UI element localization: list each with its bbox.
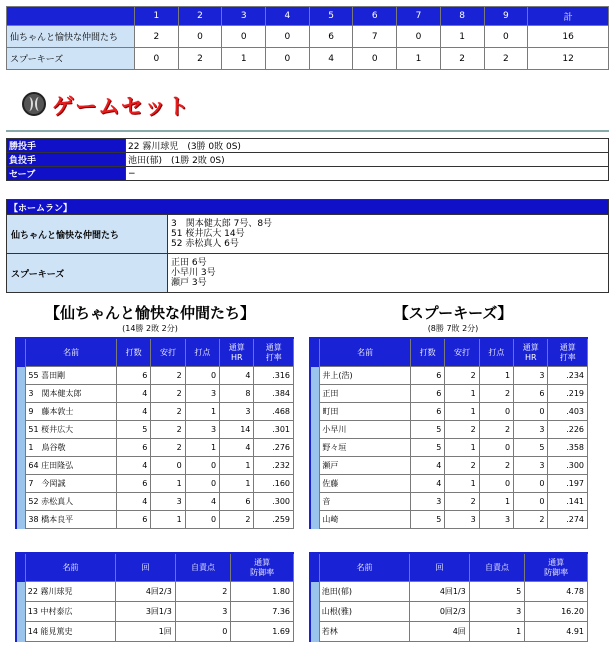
right-team-record: (8勝 7敗 2分) (427, 324, 479, 333)
gutter-cell (16, 602, 25, 622)
stat-cell: 7.36 (231, 602, 294, 622)
pitcher-name: 山根(雅) (319, 602, 410, 622)
column-header: 打数 (410, 338, 444, 367)
batter-row (310, 511, 588, 529)
stat-cell: 1 (220, 475, 254, 493)
stat-cell: 6 (116, 439, 150, 457)
score-cell: 0 (484, 26, 528, 48)
gutter-cell (310, 439, 320, 457)
stat-cell: 3 (175, 602, 230, 622)
stat-cell: 0回2/3 (410, 602, 470, 622)
batter-name: 佐藤 (320, 475, 411, 493)
batter-name: 音 (320, 493, 411, 511)
homerun-entry: 52 赤松真人 6号 (171, 239, 239, 249)
baseball-icon (22, 92, 46, 116)
batter-row (310, 493, 588, 511)
stat-cell: 4 (116, 457, 150, 475)
batter-row (310, 403, 588, 421)
homerun-header: 【ホームラン】 (7, 200, 609, 215)
batter-name: 野々垣 (320, 439, 411, 457)
stat-cell: 2 (151, 385, 185, 403)
stat-cell: 1 (445, 385, 479, 403)
stat-cell: 6 (514, 385, 548, 403)
scoreboard-corner (7, 7, 135, 26)
batter-name: 38 橋本良平 (26, 511, 117, 529)
stat-cell: 2 (220, 511, 254, 529)
batter-row (16, 439, 294, 457)
column-header: 通算 防御率 (231, 553, 294, 582)
score-cell: 2 (484, 48, 528, 70)
batter-name: 1 鳥谷敬 (26, 439, 117, 457)
bat-header-row (310, 338, 588, 367)
scoreboard (6, 6, 609, 70)
gutter-cell (310, 511, 320, 529)
gutter-cell (310, 338, 320, 367)
score-cell: 1 (397, 48, 441, 70)
stat-cell: 6 (220, 493, 254, 511)
pitcher-name: 池田(郁) (319, 582, 410, 602)
inning-8-header: 8 (440, 7, 484, 26)
stat-cell: .384 (254, 385, 294, 403)
stat-cell: 2 (151, 367, 185, 385)
lose-pitcher-value: 池田(郁) (1勝 2敗 0S) (126, 153, 609, 167)
result-pitchers-table (6, 138, 609, 181)
homerun-table (6, 199, 609, 293)
stat-cell: 5 (410, 421, 444, 439)
stat-cell: 4回1/3 (410, 582, 470, 602)
pitcher-name: 13 中村泰広 (25, 602, 115, 622)
homerun-entry: 3 関本健太郎 7号、8号 (171, 219, 273, 229)
batter-row (310, 385, 588, 403)
batter-name: 正田 (320, 385, 411, 403)
stat-cell: 14 (220, 421, 254, 439)
stat-cell: 16.20 (525, 602, 588, 622)
stat-cell: 2 (151, 403, 185, 421)
right-batting-table (309, 337, 588, 529)
gutter-cell (16, 511, 26, 529)
batter-name: 7 今岡誠 (26, 475, 117, 493)
total-cell: 16 (528, 26, 609, 48)
stat-cell: 1 (479, 493, 513, 511)
column-header: 安打 (445, 338, 479, 367)
stat-cell: 5 (469, 582, 524, 602)
pitcher-row (16, 622, 294, 642)
stat-cell: 3 (151, 493, 185, 511)
column-header: 回 (116, 553, 176, 582)
stat-cell: 2 (175, 582, 230, 602)
game-set-logo (22, 90, 222, 120)
stat-cell: 5 (514, 439, 548, 457)
right-pitching-table (309, 552, 588, 642)
stat-cell: 0 (514, 403, 548, 421)
stat-cell: 2 (479, 457, 513, 475)
stat-cell: 0 (479, 403, 513, 421)
score-cell: 2 (178, 48, 222, 70)
stat-cell: 4回 (410, 622, 470, 642)
stat-cell: 1 (185, 403, 219, 421)
stat-cell: .300 (254, 493, 294, 511)
save-value: − (126, 167, 609, 181)
batter-row (310, 457, 588, 475)
batter-row (16, 403, 294, 421)
stat-cell: .276 (254, 439, 294, 457)
gutter-cell (310, 457, 320, 475)
stat-cell: 2 (479, 421, 513, 439)
pitcher-row (310, 582, 588, 602)
stat-cell: 3 (185, 421, 219, 439)
batter-name: 山崎 (320, 511, 411, 529)
stat-cell: .219 (548, 385, 588, 403)
stat-cell: 0 (151, 457, 185, 475)
stat-cell: .259 (254, 511, 294, 529)
gutter-cell (16, 493, 26, 511)
pit-header-row (16, 553, 294, 582)
stat-cell: 2 (445, 457, 479, 475)
gutter-cell (16, 367, 26, 385)
stat-cell: 5 (116, 421, 150, 439)
score-cell: 2 (135, 26, 179, 48)
score-cell: 1 (222, 48, 266, 70)
batter-row (16, 457, 294, 475)
stat-cell: .232 (254, 457, 294, 475)
score-cell: 0 (135, 48, 179, 70)
left-batting-table (15, 337, 294, 529)
pitcher-name: 22 霧川球児 (25, 582, 115, 602)
stat-cell: .316 (254, 367, 294, 385)
gutter-cell (16, 385, 26, 403)
gutter-cell (16, 439, 26, 457)
pit-header-row (310, 553, 588, 582)
score-cell: 1 (440, 26, 484, 48)
batter-name: 51 桜井広大 (26, 421, 117, 439)
batter-name: 64 庄田隆弘 (26, 457, 117, 475)
stat-cell: 2 (151, 421, 185, 439)
gutter-cell (310, 403, 320, 421)
inning-6-header: 6 (353, 7, 397, 26)
homerun-entry: 小早川 3号 (171, 268, 216, 278)
gutter-cell (310, 475, 320, 493)
column-header: 回 (410, 553, 470, 582)
stat-cell: 5 (410, 439, 444, 457)
team-name: スプーキーズ (7, 48, 135, 70)
pitcher-name: 14 能見篤史 (25, 622, 115, 642)
inning-5-header: 5 (309, 7, 353, 26)
score-cell: 0 (353, 48, 397, 70)
gutter-cell (310, 367, 320, 385)
column-header: 打数 (116, 338, 150, 367)
stat-cell: 3回1/3 (116, 602, 176, 622)
stat-cell: 6 (410, 403, 444, 421)
inning-7-header: 7 (397, 7, 441, 26)
gutter-cell (16, 475, 26, 493)
inning-4-header: 4 (266, 7, 310, 26)
score-cell: 4 (309, 48, 353, 70)
stat-cell: .274 (548, 511, 588, 529)
scoreboard-header-row (7, 7, 609, 26)
batter-name: 町田 (320, 403, 411, 421)
batter-name: 3 関本健太郎 (26, 385, 117, 403)
column-header: 通算 打率 (548, 338, 588, 367)
pitcher-row (310, 602, 588, 622)
batter-row (16, 511, 294, 529)
stat-cell: 4 (220, 367, 254, 385)
gutter-cell (310, 582, 319, 602)
stat-cell: .301 (254, 421, 294, 439)
column-header: 打点 (185, 338, 219, 367)
stat-cell: .197 (548, 475, 588, 493)
gutter-cell (310, 602, 319, 622)
batter-name: 55 喜田剛 (26, 367, 117, 385)
divider (6, 130, 609, 132)
batter-row (16, 367, 294, 385)
homerun-entry: 瀬戸 3号 (171, 278, 207, 288)
column-header: 名前 (320, 338, 411, 367)
stat-cell: 0 (185, 457, 219, 475)
batter-row (310, 439, 588, 457)
gutter-cell (16, 421, 26, 439)
batter-name: 9 藤本敦士 (26, 403, 117, 421)
stat-cell: 2 (479, 385, 513, 403)
stat-cell: 1 (445, 403, 479, 421)
batter-row (310, 475, 588, 493)
stat-cell: 5 (410, 511, 444, 529)
left-pitching-table (15, 552, 294, 642)
stat-cell: .234 (548, 367, 588, 385)
inning-2-header: 2 (178, 7, 222, 26)
homerun-entry: 正田 6号 (171, 258, 207, 268)
stat-cell: 4回2/3 (116, 582, 176, 602)
total-header: 計 (528, 7, 609, 26)
batter-name: 瀬戸 (320, 457, 411, 475)
stat-cell: 6 (116, 511, 150, 529)
score-cell: 0 (397, 26, 441, 48)
bat-header-row (16, 338, 294, 367)
stat-cell: 3 (514, 457, 548, 475)
pitcher-row (16, 582, 294, 602)
stat-cell: 6 (116, 367, 150, 385)
gutter-cell (16, 582, 25, 602)
column-header: 通算 HR (514, 338, 548, 367)
batter-row (16, 475, 294, 493)
gutter-cell (310, 553, 319, 582)
score-cell: 0 (222, 26, 266, 48)
stat-cell: .226 (548, 421, 588, 439)
left-team-record: (14勝 2敗 2分) (122, 324, 178, 333)
score-cell: 0 (266, 26, 310, 48)
score-cell: 6 (309, 26, 353, 48)
stat-cell: 4.91 (525, 622, 588, 642)
inning-9-header: 9 (484, 7, 528, 26)
stat-cell: 3 (514, 367, 548, 385)
score-cell: 0 (178, 26, 222, 48)
stat-cell: .160 (254, 475, 294, 493)
stat-cell: 4.78 (525, 582, 588, 602)
pitcher-row (16, 602, 294, 622)
stat-cell: 4 (220, 439, 254, 457)
column-header: 安打 (151, 338, 185, 367)
stat-cell: 0 (514, 493, 548, 511)
stat-cell: 0 (185, 367, 219, 385)
column-header: 自責点 (175, 553, 230, 582)
stat-cell: 3 (220, 403, 254, 421)
stat-cell: 0 (175, 622, 230, 642)
team-name: 仙ちゃんと愉快な仲間たち (7, 26, 135, 48)
win-pitcher-label: 勝投手 (7, 139, 126, 153)
column-header: 通算 防御率 (525, 553, 588, 582)
game-set-text: ゲームセット (52, 95, 191, 120)
batter-name: 井上(浩) (320, 367, 411, 385)
stat-cell: 1 (220, 457, 254, 475)
stat-cell: 0 (479, 439, 513, 457)
stat-cell: 2 (151, 439, 185, 457)
stat-cell: .300 (548, 457, 588, 475)
column-header: 名前 (25, 553, 115, 582)
homerun-list (168, 215, 609, 254)
stat-cell: 2 (445, 493, 479, 511)
scoreboard-row (7, 26, 609, 48)
stat-cell: 3 (469, 602, 524, 622)
homerun-list (168, 254, 609, 293)
stat-cell: 6 (410, 385, 444, 403)
stat-cell: 0 (185, 511, 219, 529)
left-team-title: 【仙ちゃんと愉快な仲間たち】 (44, 304, 255, 322)
batter-row (16, 421, 294, 439)
stat-cell: 1 (479, 367, 513, 385)
stat-cell: 4 (185, 493, 219, 511)
stat-cell: 3 (514, 421, 548, 439)
gutter-cell (16, 403, 26, 421)
homerun-entry: 51 桜井広大 14号 (171, 229, 245, 239)
stat-cell: 1回 (116, 622, 176, 642)
gutter-cell (310, 421, 320, 439)
stat-cell: 1 (469, 622, 524, 642)
column-header: 打点 (479, 338, 513, 367)
batter-row (310, 421, 588, 439)
column-header: 名前 (26, 338, 117, 367)
homerun-team-name: 仙ちゃんと愉快な仲間たち (7, 215, 168, 254)
column-header: 通算 HR (220, 338, 254, 367)
stat-cell: 8 (220, 385, 254, 403)
stat-cell: 6 (410, 367, 444, 385)
scoreboard-row (7, 48, 609, 70)
score-cell: 0 (266, 48, 310, 70)
stat-cell: .358 (548, 439, 588, 457)
stat-cell: 4 (116, 403, 150, 421)
column-header: 自責点 (469, 553, 524, 582)
stat-cell: 3 (445, 511, 479, 529)
homerun-team-name: スプーキーズ (7, 254, 168, 293)
stat-cell: .468 (254, 403, 294, 421)
stat-cell: 2 (445, 367, 479, 385)
stat-cell: 3 (410, 493, 444, 511)
stat-cell: 3 (185, 385, 219, 403)
column-header: 通算 打率 (254, 338, 294, 367)
total-cell: 12 (528, 48, 609, 70)
gutter-cell (310, 493, 320, 511)
stat-cell: 4 (410, 457, 444, 475)
stat-cell: 1 (445, 439, 479, 457)
stat-cell: 1.80 (231, 582, 294, 602)
stat-cell: 3 (479, 511, 513, 529)
batter-name: 52 赤松真人 (26, 493, 117, 511)
gutter-cell (310, 622, 319, 642)
column-header: 名前 (319, 553, 410, 582)
gutter-cell (16, 553, 25, 582)
win-pitcher-value: 22 霧川球児 (3勝 0敗 0S) (126, 139, 609, 153)
inning-3-header: 3 (222, 7, 266, 26)
gutter-cell (16, 622, 25, 642)
stat-cell: 0 (514, 475, 548, 493)
stat-cell: 2 (445, 421, 479, 439)
stat-cell: 1 (151, 475, 185, 493)
stat-cell: 0 (185, 475, 219, 493)
right-team-title: 【スプーキーズ】 (393, 304, 513, 322)
batter-row (310, 367, 588, 385)
stat-cell: 4 (116, 385, 150, 403)
gutter-cell (16, 457, 26, 475)
stat-cell: 0 (479, 475, 513, 493)
stat-cell: 1 (445, 475, 479, 493)
gutter-cell (16, 338, 26, 367)
stat-cell: 1 (185, 439, 219, 457)
stat-cell: 4 (410, 475, 444, 493)
stat-cell: 1.69 (231, 622, 294, 642)
pitcher-row (310, 622, 588, 642)
batter-name: 小早川 (320, 421, 411, 439)
inning-1-header: 1 (135, 7, 179, 26)
gutter-cell (310, 385, 320, 403)
stat-cell: .403 (548, 403, 588, 421)
batter-row (16, 385, 294, 403)
stat-cell: 6 (116, 475, 150, 493)
pitcher-name: 若林 (319, 622, 410, 642)
stat-cell: 1 (151, 511, 185, 529)
lose-pitcher-label: 負投手 (7, 153, 126, 167)
batter-row (16, 493, 294, 511)
stat-cell: 4 (116, 493, 150, 511)
score-cell: 7 (353, 26, 397, 48)
save-label: セーブ (7, 167, 126, 181)
score-cell: 2 (440, 48, 484, 70)
stat-cell: 2 (514, 511, 548, 529)
stat-cell: .141 (548, 493, 588, 511)
